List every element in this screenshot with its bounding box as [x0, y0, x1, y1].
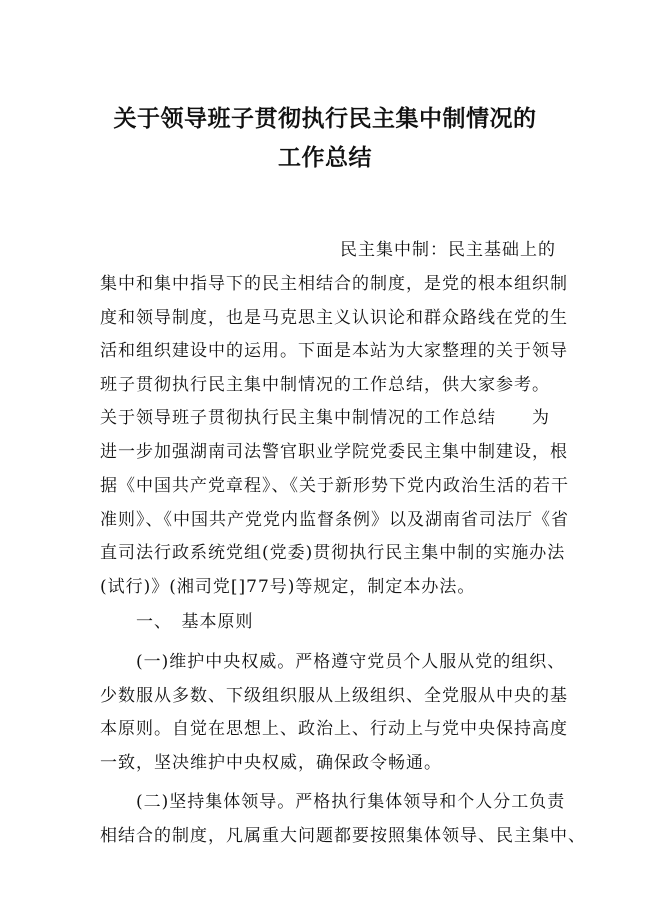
body-line: 少数服从多数、下级组织服从上级组织、全党服从中央的基 [100, 686, 568, 706]
body-line: 关于领导班子贯彻执行民主集中制情况的工作总结 为 [100, 408, 550, 428]
body-line: 进一步加强湖南司法警官职业学院党委民主集中制建设，根 [100, 442, 568, 462]
body-line: (二)坚持集体领导。严格执行集体领导和个人分工负责 [136, 792, 566, 812]
body-line: 本原则。自觉在思想上、政治上、行动上与党中央保持高度 [100, 719, 568, 739]
body-line: 一致，坚决维护中央权威，确保政令畅通。 [100, 753, 442, 773]
body-line: (试行)》(湘司党[]77号)等规定，制定本办法。 [100, 577, 476, 597]
body-line: 直司法行政系统党组(党委)贯彻执行民主集中制的实施办法 [100, 543, 566, 563]
document-title-line-1: 关于领导班子贯彻执行民主集中制情况的 [113, 106, 537, 132]
section-heading: 一、 基本原则 [136, 612, 254, 632]
body-line: 相结合的制度，凡属重大问题都要按照集体领导、民主集中、 [100, 826, 586, 846]
body-line: 活和组织建设中的运用。下面是本站为大家整理的关于领导 [100, 341, 568, 361]
body-line: 班子贯彻执行民主集中制情况的工作总结，供大家参考。 [100, 375, 550, 395]
document-title-line-2: 工作总结 [278, 145, 372, 171]
body-line: 集中和集中指导下的民主相结合的制度，是党的根本组织制 [100, 274, 568, 294]
body-line: 据《中国共产党章程》、《关于新形势下党内政治生活的若干 [100, 476, 569, 496]
body-line: 准则》、《中国共产党党内监督条例》以及湖南省司法厅《省 [100, 510, 569, 530]
body-line: 民主集中制：民主基础上的 [340, 240, 556, 260]
body-line: 度和领导制度，也是马克思主义认识论和群众路线在党的生 [100, 308, 568, 328]
body-line: (一)维护中央权威。严格遵守党员个人服从党的组织、 [136, 652, 566, 672]
